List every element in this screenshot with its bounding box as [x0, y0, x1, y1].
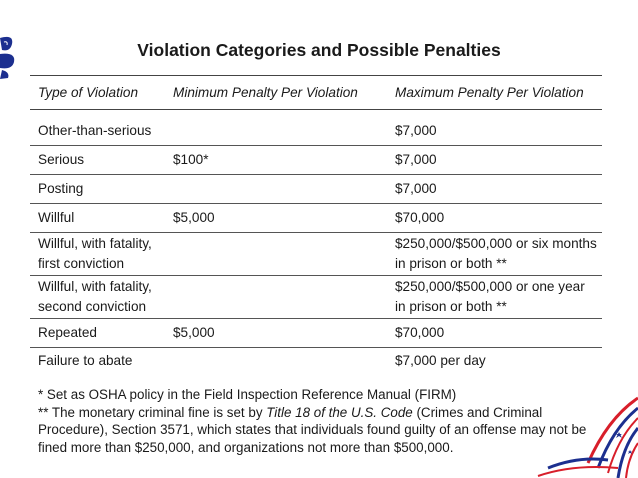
cell-min: $100*: [173, 152, 209, 167]
cell-type: Willful, with fatality, first conviction: [38, 236, 152, 271]
cell-type: Posting: [38, 181, 84, 196]
table-row: [30, 117, 602, 146]
table-row: [30, 146, 602, 175]
table-header-row: [30, 76, 602, 110]
cell-min: [165, 276, 387, 319]
cell-min: [165, 233, 387, 276]
cell-type: Failure to abate: [38, 353, 133, 368]
column-header-max: Maximum Penalty Per Violation: [395, 85, 584, 100]
cell-type: Repeated: [38, 325, 97, 340]
cell-max: $70,000: [395, 210, 445, 225]
cell-type: Willful: [38, 210, 75, 225]
cell-type: Willful, with fatality, second conviction: [38, 279, 152, 314]
cell-max: $250,000/$500,000 or six months in prison or both **: [395, 236, 597, 271]
cell-max: $250,000/$500,000 or one year in prison or both **: [395, 279, 585, 314]
cell-min: $5,000: [173, 210, 215, 225]
column-header-type: Type of Violation: [38, 85, 139, 100]
column-header-min: Minimum Penalty Per Violation: [173, 85, 358, 100]
cell-max: $70,000: [395, 325, 445, 340]
cell-max: $7,000: [395, 152, 437, 167]
cell-min: [165, 117, 387, 146]
cell-max: $7,000: [395, 181, 437, 196]
table-row: [30, 348, 602, 375]
cell-type: Other-than-serious: [38, 123, 152, 138]
table-row: [30, 233, 602, 276]
footnote-two: ** The monetary criminal fine is set by Title 18 of the U.S. Code (Crimes and Criminal Procedure), Section 3571, which states that individuals found guilty of an offense may not be fined more than $250,000, and organizations not more than $500,000.: [38, 404, 587, 455]
footnotes: [38, 386, 613, 456]
cell-min: [165, 348, 387, 375]
table-row: [30, 276, 602, 319]
cell-min: [165, 175, 387, 204]
cell-max: $7,000 per day: [395, 353, 486, 368]
table-row: [30, 319, 602, 348]
table-row: [30, 175, 602, 204]
penalties-table: [30, 75, 602, 374]
footnote-one: * Set as OSHA policy in the Field Inspection Reference Manual (FIRM): [38, 387, 457, 402]
table-row: [30, 204, 602, 233]
cell-type: Serious: [38, 152, 85, 167]
page-title: Violation Categories and Possible Penalties: [137, 40, 501, 60]
cell-min: $5,000: [173, 325, 215, 340]
cell-max: $7,000: [395, 123, 437, 138]
